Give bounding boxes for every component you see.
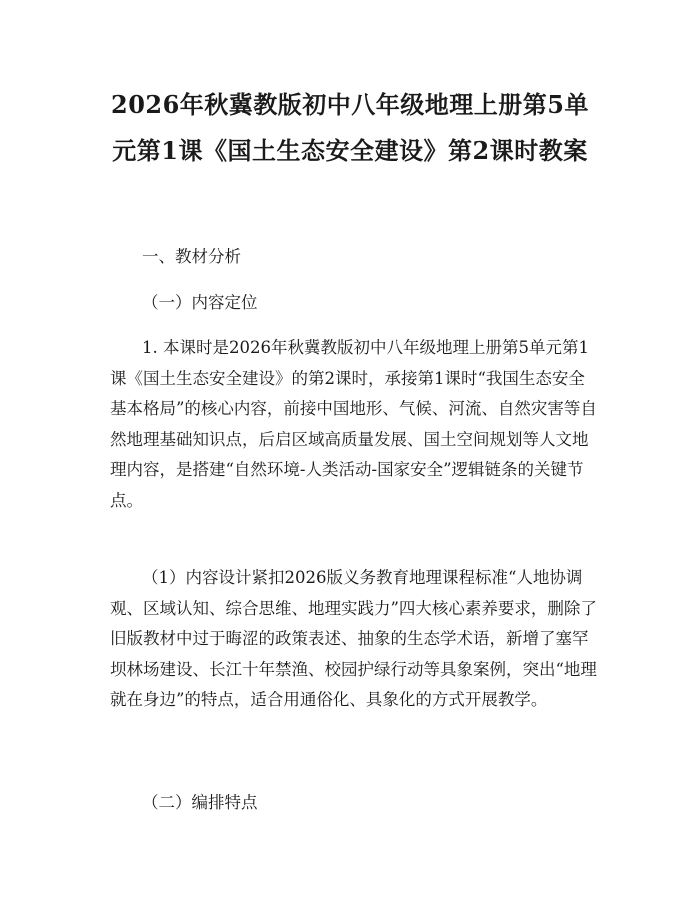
paragraph-content-design: （1）内容设计紧扣2026版义务教育地理课程标准“人地协调观、区域认知、综合思维、地理实践力”四大核心素养要求，删除了旧版教材中过于晦涩的政策表述、抽象的生态学术语，新增了塞罕坝林场建设、长江十年禁渔、校园护绿行动等具象案例，突出“地理就在身边”的特点，适合用通俗化、具象化的方式开展教学。 [110,568,597,709]
subsection-heading-content-positioning: （一）内容定位 [142,293,258,312]
subsection-heading-arrangement-features: （二）编排特点 [142,793,258,812]
paragraph-lesson-positioning: 1. 本课时是2026年秋冀教版初中八年级地理上册第5单元第1课《国土生态安全建设》的第2课时，承接第1课时“我国生态安全基本格局”的核心内容，前接中国地形、气候、河流、自然灾害等自然地理基础知识点，后启区域高质量发展、国土空间规划等人文地理内容，是搭建“自然环境-人类活动-国家安全”逻辑链条的关键节点。 [110,338,597,510]
section-heading-textbook-analysis: 一、教材分析 [142,247,241,266]
document-title: 2026年秋冀教版初中八年级地理上册第5单元第1课《国土生态安全建设》第2课时教案 [111,90,589,165]
